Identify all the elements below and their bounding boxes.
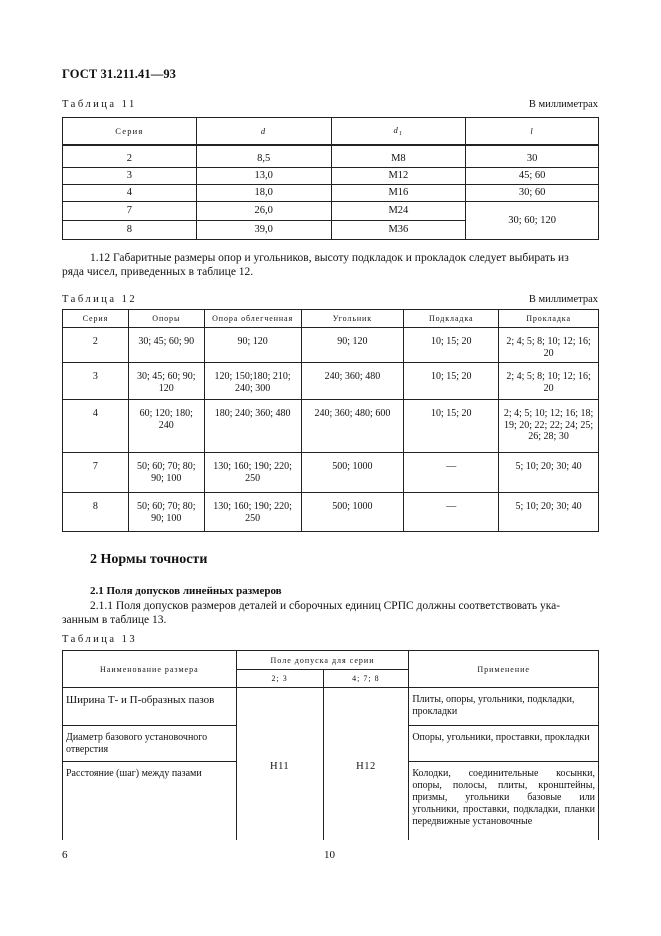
col-header: 4; 7; 8 bbox=[323, 670, 409, 688]
col-header: Серия bbox=[63, 310, 129, 328]
sheet-number: 10 bbox=[324, 849, 335, 861]
col-header: l bbox=[466, 118, 599, 146]
table-row: 2 30; 45; 60; 90 90; 120 90; 120 10; 15; 20 2; 4; 5; 8; 10; 12; 16; 20 bbox=[63, 328, 599, 363]
col-header: 2; 3 bbox=[236, 670, 323, 688]
paragraph-1-12-line2: ряда чисел, приведенных в таблице 12. bbox=[62, 266, 254, 278]
table12-caption: Таблица 12 bbox=[62, 294, 138, 305]
subsection-title: 2.1 Поля допусков линейных размеров bbox=[90, 585, 282, 597]
table-row: 3 30; 45; 60; 90; 120 120; 150;180; 210; 240; 300 240; 360; 480 10; 15; 20 2; 4; 5; 8; 10; 12; 16; 20 bbox=[63, 363, 599, 400]
paragraph-2-1-1-line2: занным в таблице 13. bbox=[62, 614, 167, 626]
table11-caption: Таблица 11 bbox=[62, 99, 137, 110]
table-row: Ширина Т- и П-образных пазов H11 H12 Плиты, опоры, угольники, подкладки, прокладки bbox=[63, 688, 599, 726]
col-header: Подкладка bbox=[404, 310, 499, 328]
table-row: 4 60; 120; 180; 240 180; 240; 360; 480 240; 360; 480; 600 10; 15; 20 2; 4; 5; 10; 12; 16; 18; 19; 20; 22; 22; 24; 25; 26; 28; 30 bbox=[63, 400, 599, 453]
table-row: 7 50; 60; 70; 80; 90; 100 130; 160; 190; 220; 250 500; 1000 — 5; 10; 20; 30; 40 bbox=[63, 453, 599, 493]
section-title: 2 Нормы точности bbox=[90, 552, 208, 567]
table-row: 8 39,0 M36 bbox=[63, 221, 599, 240]
table-12 bbox=[62, 309, 599, 532]
table12-units: В миллиметрах bbox=[528, 294, 598, 305]
table-row: 7 26,0 M24 30; 60; 120 bbox=[63, 202, 599, 221]
col-header: Поле допуска для серии bbox=[236, 651, 409, 670]
doc-code: ГОСТ 31.211.41—93 bbox=[62, 67, 177, 81]
col-header: Наименование размера bbox=[63, 651, 237, 688]
table-row: Диаметр базового установочного отверстия Опоры, угольники, проставки, прокладки bbox=[63, 726, 599, 762]
paragraph-2-1-1-line1: 2.1.1 Поля допусков размеров деталей и сборочных единиц СРПС должны соответствовать ука- bbox=[90, 600, 561, 612]
col-header: Прокладка bbox=[499, 310, 599, 328]
table-row: 2 8,5 M8 30 bbox=[63, 145, 599, 168]
table-row: 4 18,0 M16 30; 60 bbox=[63, 185, 599, 202]
col-header: Применение bbox=[409, 651, 599, 688]
table-13 bbox=[62, 650, 599, 840]
table-11 bbox=[62, 117, 599, 240]
col-header: d bbox=[196, 118, 331, 146]
table-row: Расстояние (шаг) между пазами Колодки, соединительные косынки, опоры, полосы, плиты, кронштейны, призмы, угольники базовые или угольники, проставки, подкладки, планки передвижные установочные bbox=[63, 762, 599, 840]
table11-units: В миллиметрах bbox=[528, 99, 598, 110]
table-row: 3 13,0 M12 45; 60 bbox=[63, 168, 599, 185]
page-number: 6 bbox=[62, 849, 68, 861]
col-header: $d_1$ bbox=[331, 118, 466, 146]
col-header: Серия bbox=[63, 118, 197, 146]
col-header: Угольник bbox=[301, 310, 404, 328]
paragraph-1-12-line1: 1.12 Габаритные размеры опор и угольников, высоту подкладок и прокладок следует выбирать из bbox=[90, 252, 569, 264]
col-header: Опора облегченная bbox=[204, 310, 301, 328]
table13-caption: Таблица 13 bbox=[62, 634, 138, 645]
col-header: Опоры bbox=[128, 310, 204, 328]
table-row: 8 50; 60; 70; 80; 90; 100 130; 160; 190; 220; 250 500; 1000 — 5; 10; 20; 30; 40 bbox=[63, 493, 599, 532]
